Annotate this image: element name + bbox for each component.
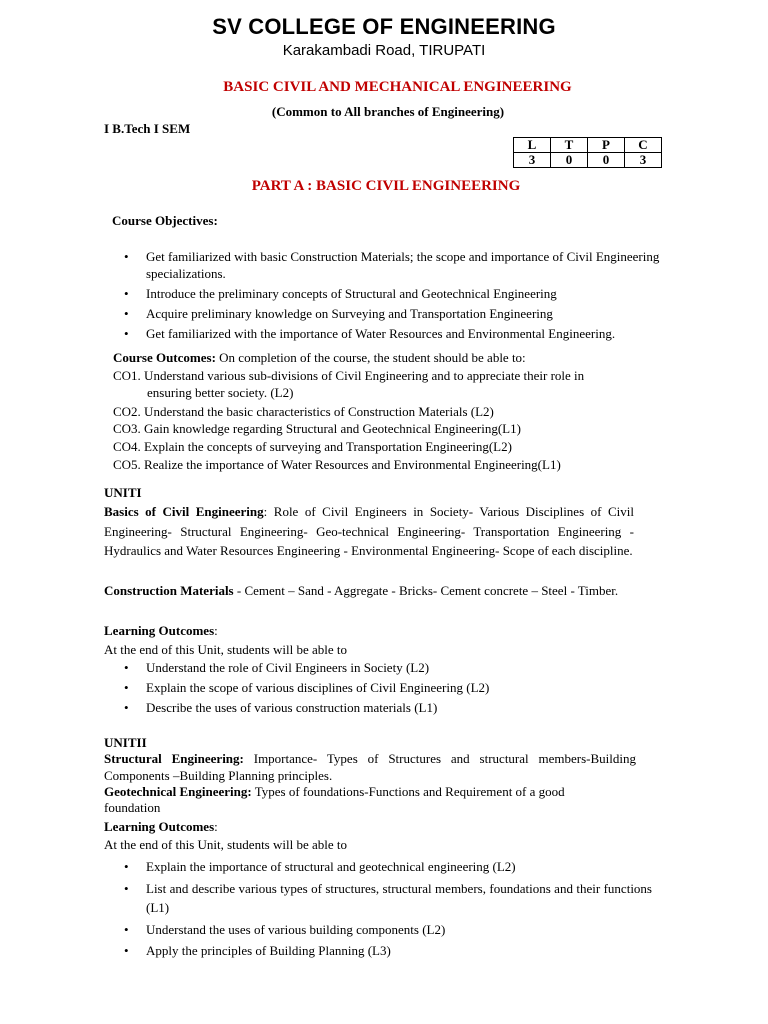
unit-1-lo-list (104, 659, 664, 716)
part-a-title: PART A : BASIC CIVIL ENGINEERING (251, 178, 521, 194)
course-outcome-5: CO5. Realize the importance of Water Resources and Environmental Engineering(L1) (113, 457, 561, 472)
unit-1-lo-item: • Understand the role of Civil Engineers in Society (L2) (104, 659, 664, 676)
ltpc-header-row (514, 138, 662, 153)
objectives-heading: Course Objectives: (112, 213, 218, 228)
course-outcome-4: CO4. Explain the concepts of surveying and Transportation Engineering(L2) (113, 439, 512, 454)
college-address: Karakambadi Road, TIRUPATI (282, 42, 486, 59)
course-outcome-1-line-2: ensuring better society. (L2) (147, 385, 294, 400)
semester-label: I B.Tech I SEM (104, 121, 191, 136)
course-outcome-3: CO3. Gain knowledge regarding Structural and Geotechnical Engineering(L1) (113, 421, 521, 436)
unit-2-lo-item: • List and describe various types of structures, structural members, foundations and their functions (L1) (104, 879, 652, 917)
unit-2-geo-label: Geotechnical Engineering: (104, 784, 252, 799)
unit-1-lo-item: • Explain the scope of various disciplines of Civil Engineering (L2) (104, 679, 664, 696)
ltpc-value-p: 0 (588, 153, 625, 168)
outcomes-intro (113, 349, 526, 367)
unit-2-geotechnical (104, 784, 609, 816)
course-outcome-2: CO2. Understand the basic characteristics of Construction Materials (L2) (113, 404, 494, 419)
ltpc-header-c: C (625, 138, 662, 153)
unit-1-learning-outcomes-heading (104, 622, 218, 640)
ltpc-value-c: 3 (625, 153, 662, 168)
ltpc-header-t: T (551, 138, 588, 153)
unit-2-lo-list (104, 858, 652, 959)
course-outcome-1-line-1: CO1. Understand various sub-divisions of Civil Engineering and to appreciate their role in (113, 368, 585, 383)
unit-2-learning-outcomes-heading (104, 818, 218, 836)
subject-subtitle: (Common to All branches of Engineering) (271, 104, 505, 119)
unit-2-lo-item: • Apply the principles of Building Planning (L3) (104, 942, 652, 959)
ltpc-header-l: L (514, 138, 551, 153)
unit-1-basics-text: : Role of Civil Engineers in Society- Various Disciplines of Civil Engineering- Structural Engineering- Geo-technical Engineering- Transportation Engineering - Hydraulics and Water Resources Engineering - Environmental Engineering- Scope of each discipline. (104, 504, 634, 558)
college-name: SV COLLEGE OF ENGINEERING (212, 14, 556, 39)
unit-2-lo-item: • Explain the importance of structural and geotechnical engineering (L2) (104, 858, 652, 875)
ltpc-value-row (514, 153, 662, 168)
unit-2-lo-intro: At the end of this Unit, students will be able to (104, 837, 347, 852)
objective-item: • Get familiarized with the importance of Water Resources and Environmental Engineering. (104, 325, 664, 342)
unit-2-lo-item: • Understand the uses of various building components (L2) (104, 921, 652, 938)
ltpc-value-t: 0 (551, 153, 588, 168)
outcomes-intro-text: On completion of the course, the student should be able to: (215, 350, 526, 365)
unit-1-materials-text: - Cement – Sand - Aggregate - Bricks- Cement concrete – Steel - Timber. (233, 583, 619, 598)
ltpc-header-p: P (588, 138, 625, 153)
unit-1-lo-item: • Describe the uses of various construction materials (L1) (104, 699, 664, 716)
unit-2-structural-text: Importance- Types of Structures and structural members-Building Components –Building Planning principles. (104, 751, 636, 783)
objective-item: • Introduce the preliminary concepts of Structural and Geotechnical Engineering (104, 285, 664, 302)
outcomes-heading: Course Outcomes: (113, 350, 216, 365)
unit-1-materials-label: Construction Materials (104, 583, 234, 598)
objectives-list (104, 248, 664, 342)
unit-1-basics-label: Basics of Civil Engineering (104, 504, 264, 519)
ltpc-value-l: 3 (514, 153, 551, 168)
unit-2-structural (104, 750, 636, 784)
unit-2-lo-colon: : (214, 819, 218, 834)
unit-1-materials (104, 581, 634, 601)
unit-1-lo-label: Learning Outcomes (104, 623, 215, 638)
unit-1-title: UNITI (104, 485, 142, 500)
unit-2-lo-label: Learning Outcomes (104, 819, 215, 834)
ltpc-table (513, 137, 662, 168)
unit-1-lo-colon: : (214, 623, 218, 638)
objective-item: • Get familiarized with basic Construction Materials; the scope and importance of Civil Engineering specializations. (104, 248, 664, 282)
subject-title: BASIC CIVIL AND MECHANICAL ENGINEERING (223, 79, 572, 95)
unit-2-structural-label: Structural Engineering: (104, 751, 244, 766)
unit-2-geo-text: Types of foundations-Functions and Requirement of a good foundation (104, 784, 565, 815)
unit-1-basics (104, 502, 634, 561)
objective-item: • Acquire preliminary knowledge on Surveying and Transportation Engineering (104, 305, 664, 322)
unit-1-lo-intro: At the end of this Unit, students will be able to (104, 642, 347, 657)
unit-2-title: UNITII (104, 735, 147, 750)
